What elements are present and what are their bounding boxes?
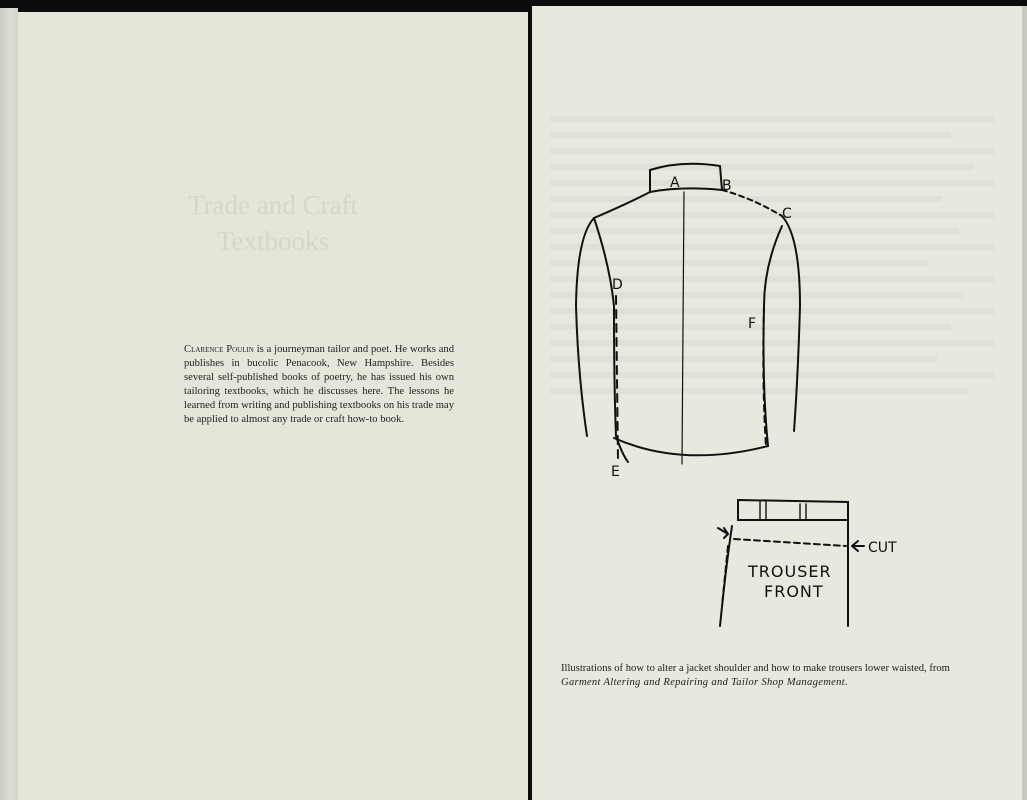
- label-c: C: [782, 206, 792, 222]
- bio-text: is a journeyman tailor and poet. He works and publishes in bucolic Penacook, New Hampshire. Besides several self-published books of poetry, he has issued his own tailoring textbooks, which he discusses here. The lessons he learned from writing and publishing textbooks on his trade may be applied to almost any trade or craft how-to book.: [184, 344, 454, 426]
- label-a: A: [670, 175, 680, 191]
- trouser-label-line2: FRONT: [764, 582, 824, 601]
- caption-source: Garment Altering and Repairing and Tailor Shop Management: [561, 677, 845, 689]
- figure-caption: [561, 662, 966, 690]
- author-name: Clarence Poulin: [184, 344, 254, 355]
- caption-end: .: [845, 677, 848, 689]
- ghost-title-line2: Textbooks: [216, 226, 330, 256]
- caption-text: Illustrations of how to alter a jacket shoulder and how to make trousers lower waisted, from: [561, 663, 950, 674]
- ghost-title-line1: Trade and Craft: [188, 190, 358, 220]
- label-b: B: [722, 178, 732, 194]
- author-bio: [184, 343, 454, 428]
- trouser-label-line1: TROUSER: [748, 562, 832, 581]
- jacket-drawing: [576, 164, 800, 464]
- right-page: [532, 6, 1022, 800]
- label-e: E: [611, 464, 620, 480]
- right-page-edge: [1022, 6, 1027, 800]
- label-d: D: [612, 277, 623, 293]
- label-f: F: [748, 316, 757, 332]
- cut-label: CUT: [868, 540, 897, 556]
- book-page-edges: [0, 8, 18, 800]
- left-page: [18, 12, 528, 800]
- tailoring-illustration: [532, 6, 1022, 656]
